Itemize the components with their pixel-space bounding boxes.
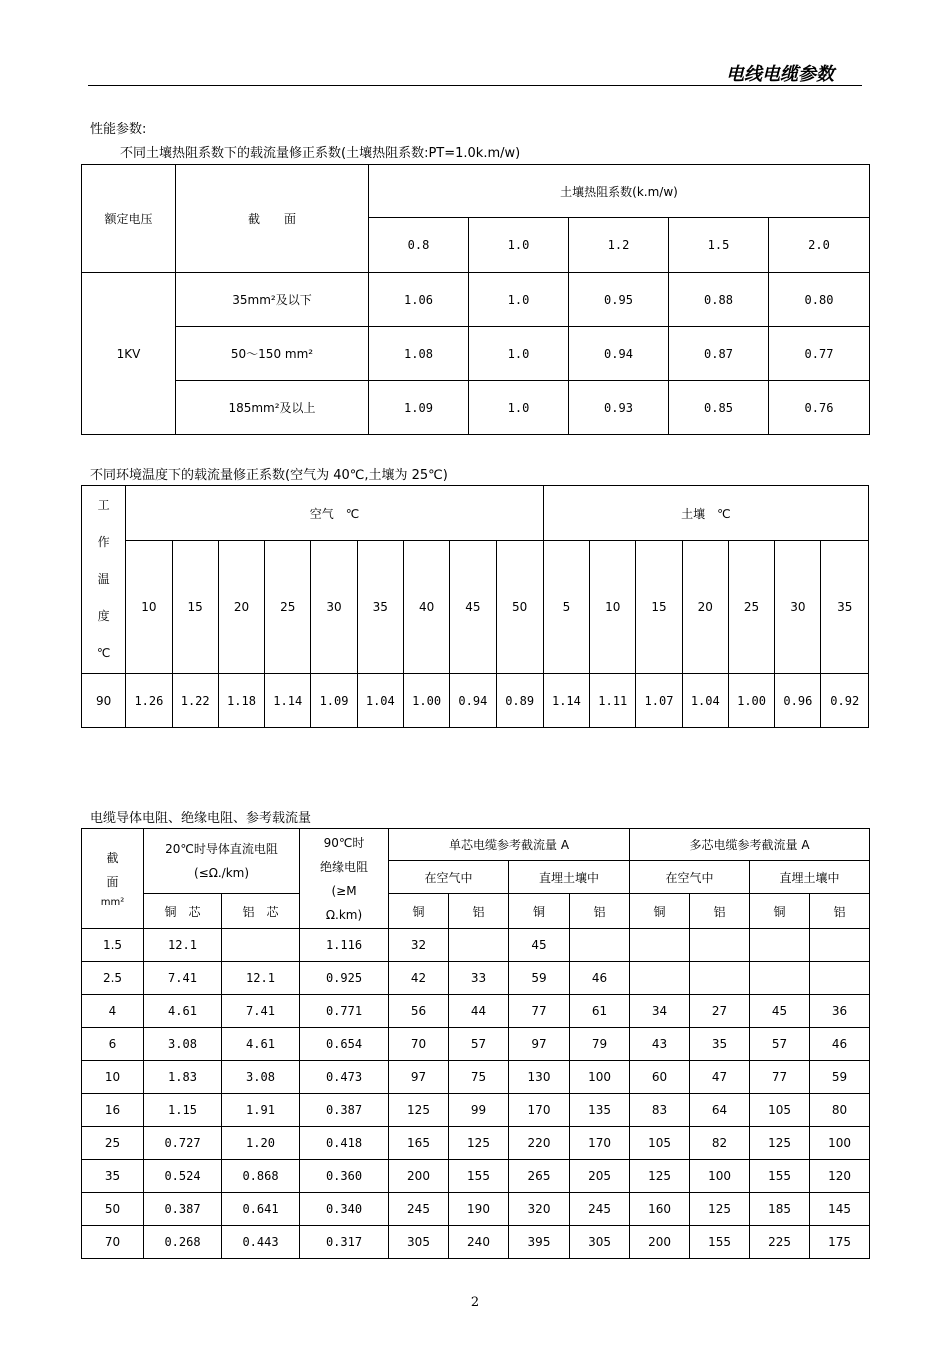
table-cell: 75 xyxy=(449,1061,509,1094)
resistivity-header: 1.5 xyxy=(669,218,769,273)
table-cell: 16 xyxy=(82,1094,144,1127)
table-cell: 79 xyxy=(570,1028,630,1061)
table-cell: 1.20 xyxy=(222,1127,300,1160)
table-cell: 43 xyxy=(630,1028,690,1061)
air-factor-cell: 1.04 xyxy=(357,674,403,728)
table-cell: 190 xyxy=(449,1193,509,1226)
table-cell: 47 xyxy=(690,1061,750,1094)
soil-factor-cell: 0.96 xyxy=(775,674,821,728)
table-cell: 200 xyxy=(630,1226,690,1259)
soil-factor-cell: 1.14 xyxy=(543,674,589,728)
table-cell xyxy=(810,962,870,995)
table-cell: 2.5 xyxy=(82,962,144,995)
single-in-soil: 直埋土壤中 xyxy=(509,861,630,894)
table-cell: 50 xyxy=(82,1193,144,1226)
aluminum-header: 铝 xyxy=(570,894,630,929)
page-number: 2 xyxy=(470,1295,480,1310)
table-cell: 105 xyxy=(630,1127,690,1160)
single-in-air: 在空气中 xyxy=(389,861,509,894)
table-cell: 1.91 xyxy=(222,1094,300,1127)
table-cell: 99 xyxy=(449,1094,509,1127)
dc-aluminum-core: 铝 芯 xyxy=(222,894,300,929)
table-cell: 160 xyxy=(630,1193,690,1226)
table-cell: 64 xyxy=(690,1094,750,1127)
table-cell: 77 xyxy=(509,995,570,1028)
air-factor-cell: 1.26 xyxy=(126,674,172,728)
air-temp-header: 30 xyxy=(311,541,357,674)
table-cell: 265 xyxy=(509,1160,570,1193)
air-temp-header: 35 xyxy=(357,541,403,674)
table-cell xyxy=(222,929,300,962)
table-cell: 120 xyxy=(810,1160,870,1193)
value-cell: 0.85 xyxy=(669,381,769,435)
ambient-temperature-table xyxy=(81,485,869,728)
table-cell: 45 xyxy=(509,929,570,962)
table-cell: 0.771 xyxy=(300,995,389,1028)
table-row xyxy=(82,929,870,962)
value-cell: 0.76 xyxy=(769,381,870,435)
table-cell: 0.641 xyxy=(222,1193,300,1226)
soil-resistivity-table xyxy=(81,164,870,435)
table-cell: 1.5 xyxy=(82,929,144,962)
table-cell: 60 xyxy=(630,1061,690,1094)
table-cell: 0.317 xyxy=(300,1226,389,1259)
table3-caption: 电缆导体电阻、绝缘电阻、参考载流量 xyxy=(90,811,312,826)
table-cell: 36 xyxy=(810,995,870,1028)
table-cell: 165 xyxy=(389,1127,449,1160)
table-cell: 4.61 xyxy=(222,1028,300,1061)
table-cell: 0.418 xyxy=(300,1127,389,1160)
value-cell: 0.93 xyxy=(569,381,669,435)
soil-factor-cell: 1.07 xyxy=(636,674,682,728)
table-cell: 59 xyxy=(509,962,570,995)
table-cell: 0.268 xyxy=(144,1226,222,1259)
table-cell: 7.41 xyxy=(144,962,222,995)
resistivity-header: 1.0 xyxy=(469,218,569,273)
table-cell: 34 xyxy=(630,995,690,1028)
table-cell: 200 xyxy=(389,1160,449,1193)
table-cell: 145 xyxy=(810,1193,870,1226)
copper-header: 铜 xyxy=(630,894,690,929)
table-cell: 125 xyxy=(389,1094,449,1127)
table-cell: 0.868 xyxy=(222,1160,300,1193)
soil-header: 土壤 ℃ xyxy=(543,486,868,541)
table-cell: 245 xyxy=(570,1193,630,1226)
soil-factor-cell: 1.11 xyxy=(590,674,636,728)
soil-temp-header: 5 xyxy=(543,541,589,674)
air-temp-header: 15 xyxy=(172,541,218,674)
table1-caption: 不同土壤热阻系数下的载流量修正系数(土壤热阻系数:PT=1.0k.m/w) xyxy=(120,146,521,161)
table-cell: 4 xyxy=(82,995,144,1028)
table-cell: 0.727 xyxy=(144,1127,222,1160)
table-cell: 205 xyxy=(570,1160,630,1193)
table-cell xyxy=(810,929,870,962)
table-cell: 0.340 xyxy=(300,1193,389,1226)
air-factor-cell: 0.94 xyxy=(450,674,496,728)
table-cell: 82 xyxy=(690,1127,750,1160)
table-cell: 305 xyxy=(389,1226,449,1259)
table-cell: 0.925 xyxy=(300,962,389,995)
col-soil-resistivity: 土壤热阻系数(k.m/w) xyxy=(369,165,870,218)
table-cell xyxy=(449,929,509,962)
value-cell: 1.0 xyxy=(469,273,569,327)
table-cell: 125 xyxy=(449,1127,509,1160)
table-cell: 32 xyxy=(389,929,449,962)
table-cell: 97 xyxy=(509,1028,570,1061)
table-cell: 0.443 xyxy=(222,1226,300,1259)
table-cell: 42 xyxy=(389,962,449,995)
table-cell: 59 xyxy=(810,1061,870,1094)
table-cell: 83 xyxy=(630,1094,690,1127)
table-row xyxy=(82,1226,870,1259)
value-cell: 0.80 xyxy=(769,273,870,327)
air-factor-cell: 0.89 xyxy=(496,674,543,728)
table-cell: 46 xyxy=(570,962,630,995)
value-cell: 1.0 xyxy=(469,327,569,381)
air-temp-header: 25 xyxy=(265,541,311,674)
table-cell: 225 xyxy=(750,1226,810,1259)
table-cell: 33 xyxy=(449,962,509,995)
table-cell: 7.41 xyxy=(222,995,300,1028)
table-cell: 245 xyxy=(389,1193,449,1226)
col-insulation-resistance: 90℃时 绝缘电阻 (≥M Ω.km) xyxy=(300,829,389,929)
air-temp-header: 50 xyxy=(496,541,543,674)
resistivity-header: 2.0 xyxy=(769,218,870,273)
table-cell: 100 xyxy=(570,1061,630,1094)
table-row xyxy=(82,995,870,1028)
rated-voltage-cell: 1KV xyxy=(82,273,176,435)
table-cell xyxy=(690,962,750,995)
table-cell: 70 xyxy=(82,1226,144,1259)
air-factor-cell: 1.22 xyxy=(172,674,218,728)
dc-copper-core: 铜 芯 xyxy=(144,894,222,929)
resistivity-header: 0.8 xyxy=(369,218,469,273)
table-cell: 170 xyxy=(509,1094,570,1127)
table-cell: 125 xyxy=(690,1193,750,1226)
table-cell: 105 xyxy=(750,1094,810,1127)
table-cell: 0.524 xyxy=(144,1160,222,1193)
table-cell: 70 xyxy=(389,1028,449,1061)
section-label: 性能参数: xyxy=(90,122,147,137)
table-cell: 130 xyxy=(509,1061,570,1094)
table-cell: 100 xyxy=(690,1160,750,1193)
table-cell xyxy=(630,929,690,962)
table-row xyxy=(82,1127,870,1160)
value-cell: 1.0 xyxy=(469,381,569,435)
table-cell: 80 xyxy=(810,1094,870,1127)
table-cell: 56 xyxy=(389,995,449,1028)
table-cell: 395 xyxy=(509,1226,570,1259)
soil-temp-header: 20 xyxy=(682,541,728,674)
table-cell: 12.1 xyxy=(144,929,222,962)
table-row xyxy=(82,1061,870,1094)
table-cell: 1.116 xyxy=(300,929,389,962)
air-temp-header: 20 xyxy=(218,541,264,674)
aluminum-header: 铝 xyxy=(690,894,750,929)
table-cell: 77 xyxy=(750,1061,810,1094)
table-cell: 305 xyxy=(570,1226,630,1259)
table-cell: 1.83 xyxy=(144,1061,222,1094)
table-cell: 240 xyxy=(449,1226,509,1259)
table2-caption: 不同环境温度下的载流量修正系数(空气为 40℃,土壤为 25℃) xyxy=(90,468,448,483)
table-cell xyxy=(750,929,810,962)
soil-factor-cell: 0.92 xyxy=(821,674,869,728)
table-cell: 155 xyxy=(449,1160,509,1193)
table-row xyxy=(82,381,870,435)
table-cell: 0.360 xyxy=(300,1160,389,1193)
table-cell: 46 xyxy=(810,1028,870,1061)
table-cell: 35 xyxy=(690,1028,750,1061)
table-cell xyxy=(630,962,690,995)
soil-temp-header: 25 xyxy=(728,541,774,674)
aluminum-header: 铝 xyxy=(449,894,509,929)
table-row xyxy=(82,962,870,995)
table-row xyxy=(82,1094,870,1127)
col-cross-section: 截 面 xyxy=(176,165,369,273)
table-cell: 0.387 xyxy=(300,1094,389,1127)
air-header: 空气 ℃ xyxy=(126,486,544,541)
table-cell: 57 xyxy=(750,1028,810,1061)
copper-header: 铜 xyxy=(389,894,449,929)
table-cell: 4.61 xyxy=(144,995,222,1028)
table-cell: 185 xyxy=(750,1193,810,1226)
soil-temp-header: 10 xyxy=(590,541,636,674)
value-cell: 0.88 xyxy=(669,273,769,327)
value-cell: 0.94 xyxy=(569,327,669,381)
air-factor-cell: 1.00 xyxy=(403,674,449,728)
air-factor-cell: 1.09 xyxy=(311,674,357,728)
copper-header: 铜 xyxy=(750,894,810,929)
col-multi-core: 多芯电缆参考截流量 A xyxy=(630,829,870,861)
table-cell: 3.08 xyxy=(222,1061,300,1094)
table-cell: 170 xyxy=(570,1127,630,1160)
section-cell: 185mm²及以上 xyxy=(176,381,369,435)
col-section: 截 面 mm² xyxy=(82,829,144,929)
soil-temp-header: 30 xyxy=(775,541,821,674)
table-cell: 35 xyxy=(82,1160,144,1193)
section-cell: 35mm²及以下 xyxy=(176,273,369,327)
resistivity-header: 1.2 xyxy=(569,218,669,273)
table-cell: 6 xyxy=(82,1028,144,1061)
value-cell: 1.09 xyxy=(369,381,469,435)
aluminum-header: 铝 xyxy=(810,894,870,929)
table-row xyxy=(82,1160,870,1193)
soil-factor-cell: 1.04 xyxy=(682,674,728,728)
table-cell: 125 xyxy=(750,1127,810,1160)
table-cell: 44 xyxy=(449,995,509,1028)
value-cell: 1.06 xyxy=(369,273,469,327)
table-row xyxy=(82,1028,870,1061)
table-cell: 57 xyxy=(449,1028,509,1061)
col-dc-resistance: 20℃时导体直流电阻 (≤Ω./km) xyxy=(144,829,300,894)
soil-temp-header: 15 xyxy=(636,541,682,674)
table-cell: 0.654 xyxy=(300,1028,389,1061)
table-cell: 155 xyxy=(750,1160,810,1193)
table-row xyxy=(82,273,870,327)
table-cell: 27 xyxy=(690,995,750,1028)
multi-in-soil: 直埋土壤中 xyxy=(750,861,870,894)
table-cell: 97 xyxy=(389,1061,449,1094)
soil-factor-cell: 1.00 xyxy=(728,674,774,728)
conductor-resistance-table xyxy=(81,828,870,1259)
table-cell: 175 xyxy=(810,1226,870,1259)
table-cell: 155 xyxy=(690,1226,750,1259)
table-cell xyxy=(750,962,810,995)
value-cell: 0.95 xyxy=(569,273,669,327)
table-cell: 135 xyxy=(570,1094,630,1127)
table-cell: 320 xyxy=(509,1193,570,1226)
table-cell: 0.387 xyxy=(144,1193,222,1226)
table-cell: 12.1 xyxy=(222,962,300,995)
table-cell: 220 xyxy=(509,1127,570,1160)
table-cell: 45 xyxy=(750,995,810,1028)
col-single-core: 单芯电缆参考截流量 A xyxy=(389,829,630,861)
table-cell xyxy=(690,929,750,962)
table-cell: 0.473 xyxy=(300,1061,389,1094)
table-row xyxy=(82,327,870,381)
value-cell: 0.87 xyxy=(669,327,769,381)
table-cell: 10 xyxy=(82,1061,144,1094)
work-temp-cell: 90 xyxy=(82,674,126,728)
header-rule xyxy=(88,85,862,86)
soil-temp-header: 35 xyxy=(821,541,869,674)
table-cell: 3.08 xyxy=(144,1028,222,1061)
air-factor-cell: 1.18 xyxy=(218,674,264,728)
air-factor-cell: 1.14 xyxy=(265,674,311,728)
value-cell: 0.77 xyxy=(769,327,870,381)
multi-in-air: 在空气中 xyxy=(630,861,750,894)
air-temp-header: 40 xyxy=(403,541,449,674)
value-cell: 1.08 xyxy=(369,327,469,381)
table-cell: 100 xyxy=(810,1127,870,1160)
table-cell xyxy=(570,929,630,962)
header-title: 电线电缆参数 xyxy=(726,64,834,85)
table-cell: 61 xyxy=(570,995,630,1028)
table-row xyxy=(82,1193,870,1226)
table-cell: 25 xyxy=(82,1127,144,1160)
copper-header: 铜 xyxy=(509,894,570,929)
air-temp-header: 45 xyxy=(450,541,496,674)
table-cell: 125 xyxy=(630,1160,690,1193)
air-temp-header: 10 xyxy=(126,541,172,674)
col-rated-voltage: 额定电压 xyxy=(82,165,176,273)
table-cell: 1.15 xyxy=(144,1094,222,1127)
work-temp-header: 工 作 温 度 ℃ xyxy=(82,486,126,674)
section-cell: 50～150 mm² xyxy=(176,327,369,381)
